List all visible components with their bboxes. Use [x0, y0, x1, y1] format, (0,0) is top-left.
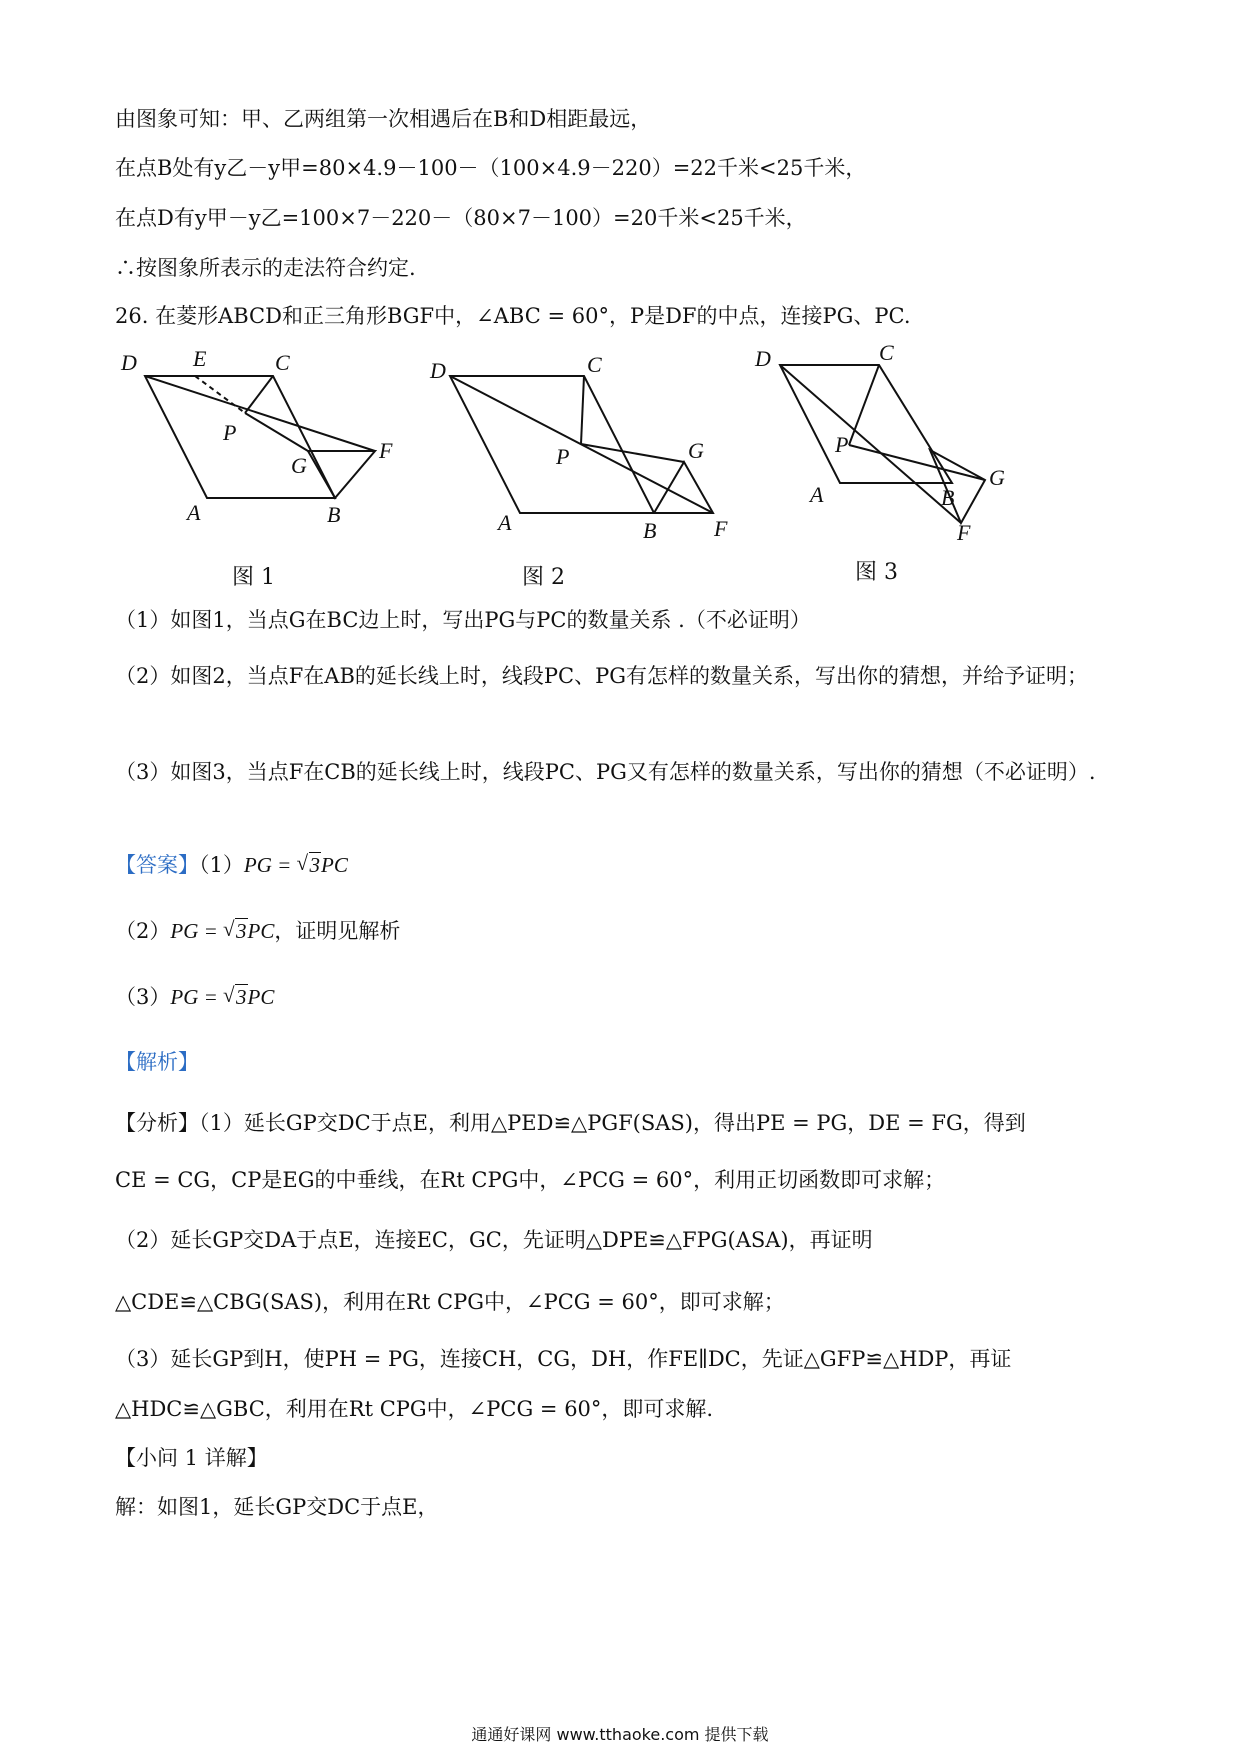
figure-3	[745, 340, 1025, 545]
answer-3-formula-lhs: PG =	[170, 985, 224, 1009]
figure-2-caption: 图 2	[522, 565, 565, 590]
fig3-label: F	[957, 520, 971, 545]
fig1-label: G	[291, 453, 307, 478]
answer-3-formula-rhs: PC	[247, 985, 275, 1009]
fig2-label: B	[643, 518, 657, 543]
answer-1	[115, 850, 348, 880]
text-line-4: ∴按图象所表示的走法符合约定.	[115, 256, 416, 280]
fig2-label: C	[587, 352, 602, 377]
answer-3	[115, 982, 274, 1012]
answer-3-prefix: （3）	[115, 985, 171, 1009]
solution-line: 解：如图1，延长GP交DC于点E，	[115, 1495, 439, 1519]
analysis-line-5: （3）延长GP到H，使PH = PG，连接CH，CG，DH，作FE∥DC，先证△GFP≌△HDP，再证	[115, 1347, 1012, 1371]
answer-2-suffix: ，证明见解析	[274, 919, 401, 943]
fig1-segment-df	[145, 376, 375, 451]
text-line-3: 在点D有y甲－y乙=100×7－220－（80×7－100）=20千米<25千米，	[115, 206, 807, 230]
sub-question-2: （2）如图2，当点F在AB的延长线上时，线段PC、PG有怎样的数量关系，写出你的猜想，并给予证明；	[115, 664, 1088, 688]
question-26: 26. 在菱形ABCD和正三角形BGF中，∠ABC = 60°，P是DF的中点，连接PG、PC.	[115, 304, 911, 328]
fig3-label: C	[879, 340, 894, 365]
sub-question-1: （1）如图1，当点G在BC边上时，写出PG与PC的数量关系 .（不必证明）	[115, 608, 811, 632]
answer-2-formula-lhs: PG =	[170, 919, 224, 943]
fig2-label: P	[556, 444, 570, 469]
fig1-label: E	[193, 346, 207, 371]
answer-1-prefix: （1）	[199, 853, 244, 877]
fig3-label: P	[835, 432, 849, 457]
figure-2	[430, 340, 740, 543]
analysis-line-1: 【分析】（1）延长GP交DC于点E，利用△PED≌△PGF(SAS)，得出PE = PG，DE = FG，得到	[115, 1111, 1026, 1135]
sqrt-symbol	[223, 916, 248, 946]
answer-1-formula-lhs: PG =	[243, 853, 297, 877]
fig3-segment-pg	[849, 445, 985, 480]
analysis-line-2: CE = CG，CP是EG的中垂线，在Rt CPG中，∠PCG = 60°，利用正切函数即可求解；	[115, 1168, 946, 1192]
section-heading: 【小问 1 详解】	[115, 1446, 268, 1470]
answer-1-formula-rhs: PC	[321, 853, 348, 877]
answer-2-radicand: 3	[236, 919, 247, 943]
fig3-segment-pc	[849, 365, 879, 445]
fig1-rhombus	[145, 376, 335, 498]
fig2-rhombus	[450, 376, 654, 513]
fig1-label: A	[187, 500, 201, 525]
figure-1-caption: 图 1	[232, 565, 275, 590]
answer-3-radicand: 3	[236, 985, 247, 1009]
fig2-label: F	[714, 516, 728, 541]
answer-2	[115, 916, 400, 946]
analysis-line-6: △HDC≌△GBC，利用在Rt CPG中，∠PCG = 60°，即可求解.	[115, 1397, 714, 1421]
fig1-triangle	[308, 451, 375, 498]
answer-2-prefix: （2）	[115, 919, 171, 943]
fig2-label: G	[688, 438, 704, 463]
sqrt-symbol	[297, 850, 322, 880]
fig1-label: D	[121, 350, 137, 375]
answer-2-formula-rhs: PC	[247, 919, 275, 943]
fig1-label: C	[275, 350, 290, 375]
fig2-label: A	[498, 510, 512, 535]
fig1-label: B	[327, 502, 341, 527]
fig2-label: D	[430, 358, 446, 383]
fig2-segment-pc	[581, 376, 584, 444]
text-line-1: 由图象可知：甲、乙两组第一次相遇后在B和D相距最远，	[115, 107, 652, 131]
figure-1	[115, 340, 415, 527]
fig3-label: D	[755, 346, 771, 371]
answer-1-radicand: 3	[309, 853, 321, 877]
sqrt-symbol	[223, 982, 248, 1012]
answer-tag: 【答案】	[115, 853, 199, 877]
fig3-label: B	[941, 485, 955, 510]
page-footer: 通通好课网 www.tthaoke.com 提供下载	[471, 1725, 769, 1744]
fig1-label: P	[223, 420, 237, 445]
figure-3-caption: 图 3	[855, 560, 898, 585]
sub-question-3: （3）如图3，当点F在CB的延长线上时，线段PC、PG又有怎样的数量关系，写出你的猜想（不必证明）.	[115, 760, 1096, 784]
fig1-segment-pc	[245, 376, 273, 413]
fig3-label: A	[810, 482, 824, 507]
figure-3-diagram	[745, 340, 1025, 545]
analysis-tag: 【解析】	[115, 1050, 199, 1074]
figure-2-diagram	[430, 340, 740, 543]
analysis-line-4: △CDE≌△CBG(SAS)，利用在Rt CPG中，∠PCG = 60°，即可求解；	[115, 1290, 785, 1314]
figure-1-diagram	[115, 340, 415, 527]
fig3-label: G	[989, 465, 1005, 490]
fig1-label: F	[379, 438, 393, 463]
text-line-2: 在点B处有y乙－y甲=80×4.9－100－（100×4.9－220）=22千米<25千米，	[115, 156, 867, 180]
analysis-line-3: （2）延长GP交DA于点E，连接EC，GC，先证明△DPE≌△FPG(ASA)，再证明	[115, 1228, 873, 1252]
